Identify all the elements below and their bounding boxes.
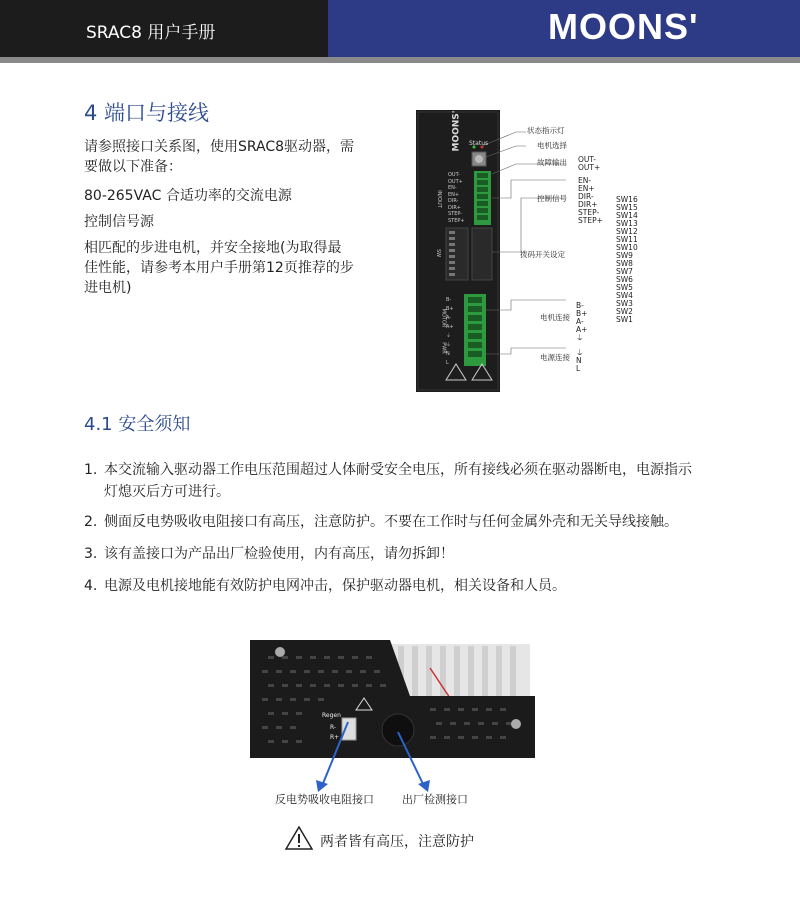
power-label: PWR bbox=[440, 342, 447, 354]
sw-label-item: SW8 bbox=[616, 259, 633, 268]
section-heading: 4 端口与接线 bbox=[84, 101, 210, 125]
item-number: 2. bbox=[84, 514, 98, 530]
callout-control: 控制信号 bbox=[537, 194, 567, 203]
dip-switch-labels bbox=[616, 196, 638, 324]
item-number: 3. bbox=[84, 546, 98, 562]
item-text: 电源及电机接地能有效防护电网冲击，保护驱动器电机，相关设备和人员。 bbox=[104, 578, 566, 594]
safety-item-1 bbox=[84, 459, 744, 503]
out-pin-label: OUT- bbox=[578, 155, 596, 164]
sw-label-item: SW16 bbox=[616, 195, 638, 204]
r-minus-label: R- bbox=[330, 724, 337, 731]
motor-pin: ⏚ bbox=[446, 342, 452, 348]
io-pin: EN+ bbox=[448, 191, 460, 198]
prep-item-motor-3: 进电机) bbox=[84, 280, 132, 296]
safety-item-3 bbox=[84, 543, 744, 565]
io-pin: STEP- bbox=[448, 211, 463, 217]
callout-status: 状态指示灯 bbox=[527, 126, 565, 135]
power-conn-label: N bbox=[576, 356, 582, 365]
sw-label-item: SW12 bbox=[616, 227, 638, 236]
sw-label-item: SW7 bbox=[616, 267, 633, 276]
callout-dip: 拨码开关设定 bbox=[520, 250, 565, 259]
callout-fault-out: 故障输出 bbox=[537, 158, 567, 167]
caption-regen: 反电势吸收电阻接口 bbox=[275, 793, 374, 806]
motor-conn-label: ⏚ bbox=[576, 333, 584, 342]
status-label: Status bbox=[469, 140, 489, 147]
device-brand: MOONS' bbox=[451, 110, 462, 152]
warning-text: 两者皆有高压，注意防护 bbox=[320, 834, 474, 850]
sw-label-item: SW1 bbox=[616, 315, 633, 324]
intro-line-2: 要做以下准备： bbox=[84, 159, 182, 175]
motor-pin: N bbox=[446, 351, 450, 357]
io-pin: EN- bbox=[448, 185, 457, 191]
sw-label-item: SW13 bbox=[616, 219, 638, 228]
motor-pin: L bbox=[446, 360, 449, 366]
item-text: 该有盖接口为产品出厂检验使用，内有高压，请勿拆卸！ bbox=[104, 546, 454, 562]
warning-icon bbox=[285, 826, 313, 850]
sw-label-item: SW5 bbox=[616, 283, 633, 292]
ctrl-pin-label: STEP- bbox=[578, 208, 600, 217]
motor-conn-label: A+ bbox=[576, 325, 588, 334]
io-pin: OUT- bbox=[448, 172, 460, 178]
ctrl-pin-label: STEP+ bbox=[578, 216, 603, 225]
control-pins bbox=[578, 177, 603, 225]
sw-label-item: SW9 bbox=[616, 251, 633, 260]
header-divider bbox=[0, 57, 800, 63]
sw-label-item: SW2 bbox=[616, 307, 633, 316]
sw-label-item: SW6 bbox=[616, 275, 633, 284]
page-header bbox=[0, 0, 800, 57]
motor-conn-label: B+ bbox=[576, 309, 588, 318]
out-pin-label: OUT+ bbox=[578, 163, 601, 172]
motor-pin-labels bbox=[446, 296, 454, 368]
sw-label-item: SW14 bbox=[616, 211, 638, 220]
io-pin: DIR+ bbox=[448, 204, 461, 211]
prep-item-signal: 控制信号源 bbox=[84, 214, 154, 230]
regen-label: Regen bbox=[322, 712, 341, 719]
prep-item-power: 80-265VAC 合适功率的交流电源 bbox=[84, 188, 292, 204]
power-conn-label: L bbox=[576, 364, 581, 373]
ctrl-pin-label: DIR- bbox=[578, 192, 594, 201]
ctrl-pin-label: EN- bbox=[578, 176, 592, 185]
motor-pin: A- bbox=[446, 315, 452, 321]
sw-label-item: SW15 bbox=[616, 203, 638, 212]
io-pin: DIR- bbox=[448, 198, 459, 204]
io-pin-labels bbox=[448, 172, 465, 224]
sw-label-item: SW10 bbox=[616, 243, 638, 252]
document-title: SRAC8 用户手册 bbox=[86, 23, 216, 43]
io-pin: STEP+ bbox=[448, 217, 465, 224]
intro-line-1: 请参照接口关系图，使用SRAC8驱动器，需 bbox=[84, 139, 355, 155]
fault-out-pins bbox=[578, 156, 600, 172]
power-conn-label: ⏚ bbox=[576, 348, 584, 357]
motor-conn-label: B- bbox=[576, 301, 584, 310]
sw-label: SW bbox=[435, 248, 442, 258]
item-number: 4. bbox=[84, 578, 98, 594]
sw-label-item: SW4 bbox=[616, 291, 633, 300]
ctrl-pin-label: EN+ bbox=[578, 184, 595, 193]
io-pin: OUT+ bbox=[448, 178, 463, 185]
motor-conn-label: A- bbox=[576, 317, 584, 326]
item-number: 1. bbox=[84, 462, 98, 478]
safety-item-2 bbox=[84, 511, 744, 533]
motor-pin: ⏚ bbox=[446, 333, 452, 339]
ctrl-pin-label: DIR+ bbox=[578, 200, 598, 209]
item-text: 侧面反电势吸收电阻接口有高压，注意防护。不要在工作时与任何金属外壳和无关导线接触。 bbox=[104, 514, 678, 530]
r-plus-label: R+ bbox=[330, 734, 340, 741]
prep-item-motor-1: 相匹配的步进电机，并安全接地(为取得最 bbox=[84, 240, 342, 256]
caption-test-port: 出厂检测接口 bbox=[402, 793, 468, 806]
motor-pin: B- bbox=[446, 297, 452, 303]
callout-motor-conn: 电机连接 bbox=[540, 313, 570, 322]
prep-item-motor-2: 佳性能，请参考本用户手册第12页推荐的步 bbox=[84, 260, 354, 276]
caption-arrows bbox=[300, 720, 440, 800]
safety-item-4 bbox=[84, 575, 744, 597]
brand-logo: MOONS' bbox=[548, 6, 699, 47]
item-text-cont: 灯熄灭后方可进行。 bbox=[104, 484, 230, 500]
motor-label: MOTOR bbox=[440, 308, 447, 328]
io-label: IN/OUT bbox=[435, 190, 442, 208]
wiring-diagram bbox=[416, 110, 596, 392]
power-conn-pins bbox=[576, 349, 584, 373]
motor-pin: B+ bbox=[446, 306, 454, 312]
callout-power-conn: 电源连接 bbox=[540, 353, 570, 362]
safety-heading: 4.1 安全须知 bbox=[84, 414, 191, 435]
motor-conn-pins bbox=[576, 302, 587, 342]
sw-label-item: SW11 bbox=[616, 235, 638, 244]
sw-label-item: SW3 bbox=[616, 299, 633, 308]
callout-motor-select: 电机选择 bbox=[537, 141, 567, 150]
motor-pin: A+ bbox=[446, 324, 454, 330]
item-text: 本交流输入驱动器工作电压范围超过人体耐受安全电压，所有接线必须在驱动器断电，电源指示 bbox=[104, 462, 692, 478]
